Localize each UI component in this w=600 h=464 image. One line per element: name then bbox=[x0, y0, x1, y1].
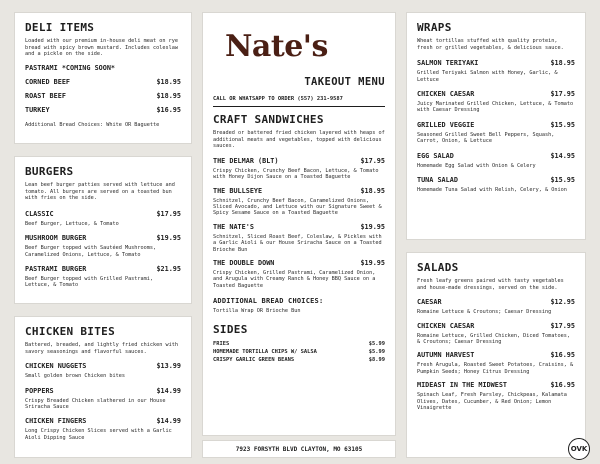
deli-description: Loaded with our premium in-house deli meat on rye bread with spicy brown mustard. Includes coleslaw and a pickle on the side. bbox=[25, 38, 179, 58]
side-item-fries[interactable]: FRIES $5.99 bbox=[213, 340, 385, 347]
menu-item-corned-beef[interactable] bbox=[25, 78, 181, 86]
item-description: Crispy Chicken, Grilled Pastrami, Caramelized Onion, and Arugula with Creamy Ranch & Honey BBQ Sauce on a Toasted Baguette bbox=[213, 270, 376, 289]
item-description: Schnitzel, Crunchy Beef Bacon, Caramelized Onions, Sliced Avocado, and Lettuce with our Signature Sweet & Spicy Sesame Sauce on a Toasted Baguette bbox=[213, 197, 382, 217]
menu-item-egg-salad[interactable] bbox=[417, 152, 575, 169]
menu-item-chicken-caesar-salad[interactable] bbox=[417, 322, 575, 346]
menu-item-chicken-nuggets[interactable] bbox=[25, 362, 181, 379]
item-name: CHICKEN NUGGETS bbox=[25, 362, 87, 371]
menu-item-poppers[interactable] bbox=[25, 387, 181, 411]
menu-item-chicken-fingers[interactable] bbox=[25, 417, 181, 441]
divider bbox=[213, 106, 385, 107]
item-price: $13.99 bbox=[156, 362, 181, 371]
item-price: $19.95 bbox=[156, 234, 181, 243]
item-price: $14.99 bbox=[156, 417, 181, 426]
wraps-description: Wheat tortillas stuffed with quality protein, fresh or grilled vegetables, & delicious sauce. bbox=[417, 38, 564, 51]
item-price: $15.95 bbox=[550, 176, 575, 185]
side-item-green-beans[interactable]: CRISPY GARLIC GREEN BEANS $8.99 bbox=[213, 356, 385, 363]
item-name: THE DELMAR (BLT) bbox=[213, 156, 279, 165]
item-description: Schnitzel, Sliced Roast Beef, Coleslaw, & Pickles with a Garlic Aioli & our House Sriracha Sauce on a Toasted Brioche Bun bbox=[213, 233, 382, 253]
address-bar bbox=[202, 440, 396, 458]
item-description: Small golden brown Chicken bites bbox=[25, 373, 125, 380]
item-name: GRILLED VEGGIE bbox=[417, 120, 475, 129]
chicken-bites-panel bbox=[14, 316, 192, 458]
item-description: Beef Burger topped with Sautéed Mushrooms, Caramelized Onions, Lettuce, & Tomato bbox=[25, 245, 157, 258]
item-price: $17.95 bbox=[550, 90, 575, 98]
menu-item-turkey[interactable] bbox=[25, 106, 181, 114]
salads-title: SALADS bbox=[417, 261, 459, 274]
item-name: SALMON TERIYAKI bbox=[417, 59, 479, 68]
menu-item-salmon-teriyaki[interactable] bbox=[417, 59, 575, 83]
menu-item-mushroom-burger[interactable] bbox=[25, 234, 181, 258]
craft-sandwiches-title: CRAFT SANDWICHES bbox=[213, 113, 324, 126]
item-price: $16.95 bbox=[156, 105, 181, 114]
item-description: Long Crispy Chicken Slices served with a Garlic Aioli Dipping Sauce bbox=[25, 428, 172, 441]
item-price: $17.95 bbox=[156, 209, 181, 218]
menu-item-chicken-caesar-wrap[interactable] bbox=[417, 90, 575, 114]
craft-sandwiches-description: Breaded or battered fried chicken layered with heaps of additional meats and vegetables, topped with delicious sauces. bbox=[213, 130, 385, 150]
takeout-menu-heading: TAKEOUT MENU bbox=[304, 76, 385, 88]
restaurant-logo: Nate's bbox=[225, 29, 328, 64]
item-price: $19.95 bbox=[360, 259, 385, 268]
item-name: CHICKEN CAESAR bbox=[417, 321, 475, 330]
menu-item-caesar[interactable] bbox=[417, 298, 575, 315]
item-price: $14.95 bbox=[550, 151, 575, 160]
menu-item-tuna-salad[interactable] bbox=[417, 176, 575, 193]
menu-item-mideast-in-the-midwest[interactable] bbox=[417, 381, 575, 411]
menu-item-pastrami-burger[interactable] bbox=[25, 265, 181, 289]
menu-item-the-bullseye[interactable] bbox=[213, 187, 385, 217]
item-name: THE BULLSEYE bbox=[213, 186, 263, 195]
item-description: Homemade Egg Salad with Onion & Celery bbox=[417, 162, 536, 169]
item-name: CHICKEN FINGERS bbox=[25, 417, 87, 426]
item-price: $15.95 bbox=[550, 120, 575, 129]
item-description: Seasoned Grilled Sweet Bell Peppers, Squash, Carrot, Onion, & Lettuce bbox=[417, 131, 555, 145]
item-price: $17.95 bbox=[550, 321, 575, 330]
chicken-bites-title: CHICKEN BITES bbox=[25, 325, 115, 338]
item-name: ROAST BEEF bbox=[25, 91, 66, 100]
item-name: CLASSIC bbox=[25, 209, 54, 218]
item-price: $12.95 bbox=[550, 298, 575, 307]
menu-item-the-double-down[interactable] bbox=[213, 259, 385, 289]
item-name: EGG SALAD bbox=[417, 151, 454, 160]
sides-list bbox=[213, 340, 385, 364]
item-description: Romaine Lettuce, Grilled Chicken, Diced Tomatoes, & Croutons; Caesar Dressing bbox=[417, 332, 571, 345]
item-description: Spinach Leaf, Fresh Parsley, Chickpeas, Kalamata Olives, Dates, Cucumber, & Red Onion; Lemon Vinaigrette bbox=[417, 392, 567, 412]
chicken-bites-description: Battered, breaded, and lightly fried chicken with savory seasonings and flavorful sauces. bbox=[25, 342, 179, 355]
item-name: POPPERS bbox=[25, 386, 54, 395]
center-panel bbox=[202, 12, 396, 436]
item-name: MUSHROOM BURGER bbox=[25, 234, 87, 243]
item-price: $21.95 bbox=[156, 265, 181, 273]
salads-description: Fresh leafy greens paired with tasty vegetables and house-made dressings, served on the side. bbox=[417, 278, 564, 291]
item-description: Juicy Marinated Grilled Chicken, Lettuce, & Tomato with Caesar Dressing bbox=[417, 101, 574, 114]
order-phone[interactable]: CALL OR WHATSAPP TO ORDER (557) 231-9587 bbox=[213, 96, 343, 102]
item-name: THE NATE'S bbox=[213, 222, 254, 231]
deli-title: DELI ITEMS bbox=[25, 21, 95, 34]
item-price: $17.95 bbox=[360, 156, 385, 165]
item-name: PASTRAMI BURGER bbox=[25, 265, 87, 273]
menu-item-roast-beef[interactable] bbox=[25, 92, 181, 100]
item-name: AUTUMN HARVEST bbox=[417, 351, 475, 360]
item-price: $14.99 bbox=[156, 386, 181, 395]
burgers-description: Lean beef burger patties served with lettuce and tomato. All burgers are served on a toasted bun with fries on the side. bbox=[25, 182, 175, 202]
item-price: $16.95 bbox=[550, 351, 575, 360]
burgers-panel bbox=[14, 156, 192, 304]
additional-bread-choices: Tortilla Wrap OR Brioche Bun bbox=[213, 308, 301, 315]
wraps-panel bbox=[406, 12, 586, 240]
item-name: CORNED BEEF bbox=[25, 77, 71, 86]
item-price: $18.95 bbox=[360, 186, 385, 195]
item-name: CAESAR bbox=[417, 298, 442, 307]
item-name: THE DOUBLE DOWN bbox=[213, 259, 275, 268]
additional-bread-choices-title: ADDITIONAL BREAD CHOICES: bbox=[213, 297, 324, 306]
item-description: Grilled Teriyaki Salmon with Honey, Garlic, & Lettuce bbox=[417, 70, 558, 83]
menu-item-classic[interactable] bbox=[25, 210, 181, 227]
item-price: $18.95 bbox=[550, 59, 575, 68]
item-price: $18.95 bbox=[156, 91, 181, 100]
item-description: Beef Burger, Lettuce, & Tomato bbox=[25, 220, 119, 227]
item-description: Homemade Tuna Salad with Relish, Celery, & Onion bbox=[417, 187, 567, 194]
item-name: TUNA SALAD bbox=[417, 176, 458, 185]
item-name: CHICKEN CAESAR bbox=[417, 90, 475, 98]
item-price: $19.95 bbox=[360, 222, 385, 231]
menu-item-the-nates[interactable] bbox=[213, 223, 385, 253]
item-description: Crispy Breaded Chicken slathered in our House Sriracha Sauce bbox=[25, 397, 166, 410]
restaurant-address: 7923 FORSYTH BLVD CLAYTON, MO 63105 bbox=[235, 445, 363, 453]
item-description: Fresh Arugula, Roasted Sweet Potatoes, Craisins, & Pumpkin Seeds; Honey Citrus Dressing bbox=[417, 362, 574, 375]
item-description: Beef Burger topped with Grilled Pastrami, Lettuce, & Tomato bbox=[25, 276, 154, 289]
item-name: TURKEY bbox=[25, 105, 50, 114]
item-name: MIDEAST IN THE MIDWEST bbox=[417, 381, 508, 390]
menu-item-grilled-veggie[interactable] bbox=[417, 121, 575, 145]
item-price: $18.95 bbox=[156, 77, 181, 86]
sides-title: SIDES bbox=[213, 322, 248, 336]
salads-panel bbox=[406, 252, 586, 458]
menu-item-the-delmar[interactable] bbox=[213, 157, 385, 181]
wraps-title: WRAPS bbox=[417, 21, 452, 34]
item-price: $16.95 bbox=[550, 381, 575, 390]
menu-item-autumn-harvest[interactable] bbox=[417, 351, 575, 375]
item-description: Crispy Chicken, Crunchy Beef Bacon, Lettuce, & Tomato with Honey Dijon Sauce on a Toasted Baguette bbox=[213, 167, 379, 181]
deli-bread-note: Additional Bread Choices: White OR Baguette bbox=[25, 121, 160, 128]
ovk-badge-logo: OVK bbox=[568, 438, 590, 460]
side-item-tortilla-chips[interactable]: HOMEMADE TORTILLA CHIPS W/ SALSA $5.99 bbox=[213, 348, 385, 355]
deli-items-panel bbox=[14, 12, 192, 144]
item-description: Romaine Lettuce & Croutons; Caesar Dressing bbox=[417, 309, 552, 316]
burgers-title: BURGERS bbox=[25, 165, 74, 178]
deli-coming-soon: PASTRAMI *COMING SOON* bbox=[25, 63, 116, 72]
